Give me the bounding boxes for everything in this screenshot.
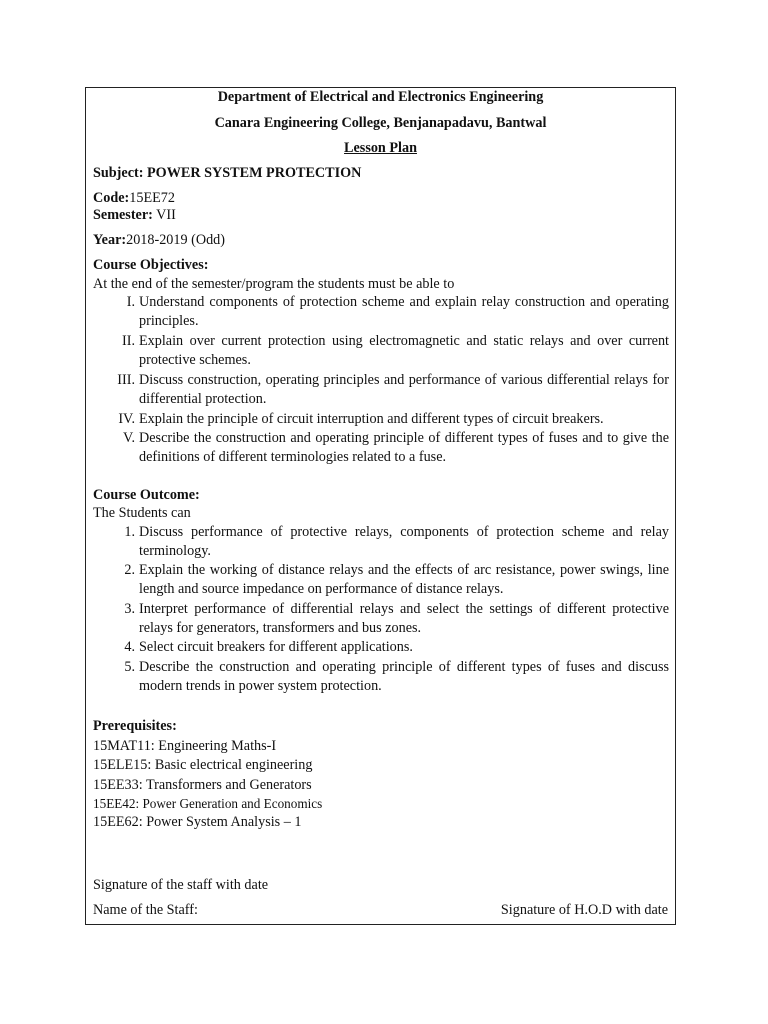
objective-item: I. Understand components of protection scheme and explain relay construction and operating principles. xyxy=(126,294,669,330)
outcome-item: 2. Explain the working of distance relays and the effects of arc resistance, power swings, line length and source impedance on performance of distance relays. xyxy=(124,562,669,598)
semester-line xyxy=(93,206,176,224)
document-title: Lesson Plan xyxy=(344,140,417,156)
prerequisite-item: 15MAT11: Engineering Maths-I xyxy=(93,738,277,754)
objectives-heading: Course Objectives: xyxy=(93,257,209,273)
prerequisite-item: 15ELE15: Basic electrical engineering xyxy=(93,757,313,773)
objective-item: II. Explain over current protection using electromagnetic and static relays and over current protective schemes. xyxy=(122,333,669,369)
code-label: Code: xyxy=(93,190,130,206)
prerequisites-heading: Prerequisites: xyxy=(93,718,177,734)
semester-value: VII xyxy=(156,207,176,223)
subject-line xyxy=(93,164,361,182)
subject-value: POWER SYSTEM PROTECTION xyxy=(147,165,362,181)
objective-item: III. Discuss construction, operating principles and performance of various differential relays for differential protection. xyxy=(117,372,669,408)
outcome-item: 4. Select circuit breakers for different applications. xyxy=(124,639,413,655)
department-heading: Department of Electrical and Electronics Engineering xyxy=(217,89,544,105)
prerequisite-item: 15EE42: Power Generation and Economics xyxy=(93,796,323,811)
objectives-intro: At the end of the semester/program the students must be able to xyxy=(93,276,455,292)
code-value: 15EE72 xyxy=(129,190,175,206)
staff-signature-label: Signature of the staff with date xyxy=(93,877,269,893)
prerequisite-item: 15EE62: Power System Analysis – 1 xyxy=(93,814,302,830)
semester-label: Semester: xyxy=(93,207,153,223)
outcome-item: 1. Discuss performance of protective relays, components of protection scheme and relay terminology. xyxy=(124,524,669,560)
year-line xyxy=(93,231,225,249)
subject-label: Subject: xyxy=(93,165,144,181)
outcome-intro: The Students can xyxy=(93,505,191,521)
year-label: Year: xyxy=(93,232,127,248)
objective-item: V. Describe the construction and operating principle of different types of fuses and to give the definitions of different terminologies related to a fuse. xyxy=(123,430,669,466)
prerequisite-item: 15EE33: Transformers and Generators xyxy=(93,777,312,793)
year-value: 2018-2019 (Odd) xyxy=(126,232,225,248)
outcome-item: 3. Interpret performance of differential relays and select the settings of different protective relays for generators, transformers and bus zones. xyxy=(124,601,669,637)
code-line xyxy=(93,189,175,207)
staff-name-label: Name of the Staff: xyxy=(93,902,198,918)
outcome-item: 5. Describe the construction and operating principle of different types of fuses and discuss modern trends in power system protection. xyxy=(124,659,669,695)
objective-item: IV. Explain the principle of circuit interruption and different types of circuit breakers. xyxy=(118,411,604,427)
outcome-heading: Course Outcome: xyxy=(93,487,200,503)
college-heading: Canara Engineering College, Benjanapadavu, Bantwal xyxy=(214,115,547,131)
hod-signature-label: Signature of H.O.D with date xyxy=(500,902,668,918)
